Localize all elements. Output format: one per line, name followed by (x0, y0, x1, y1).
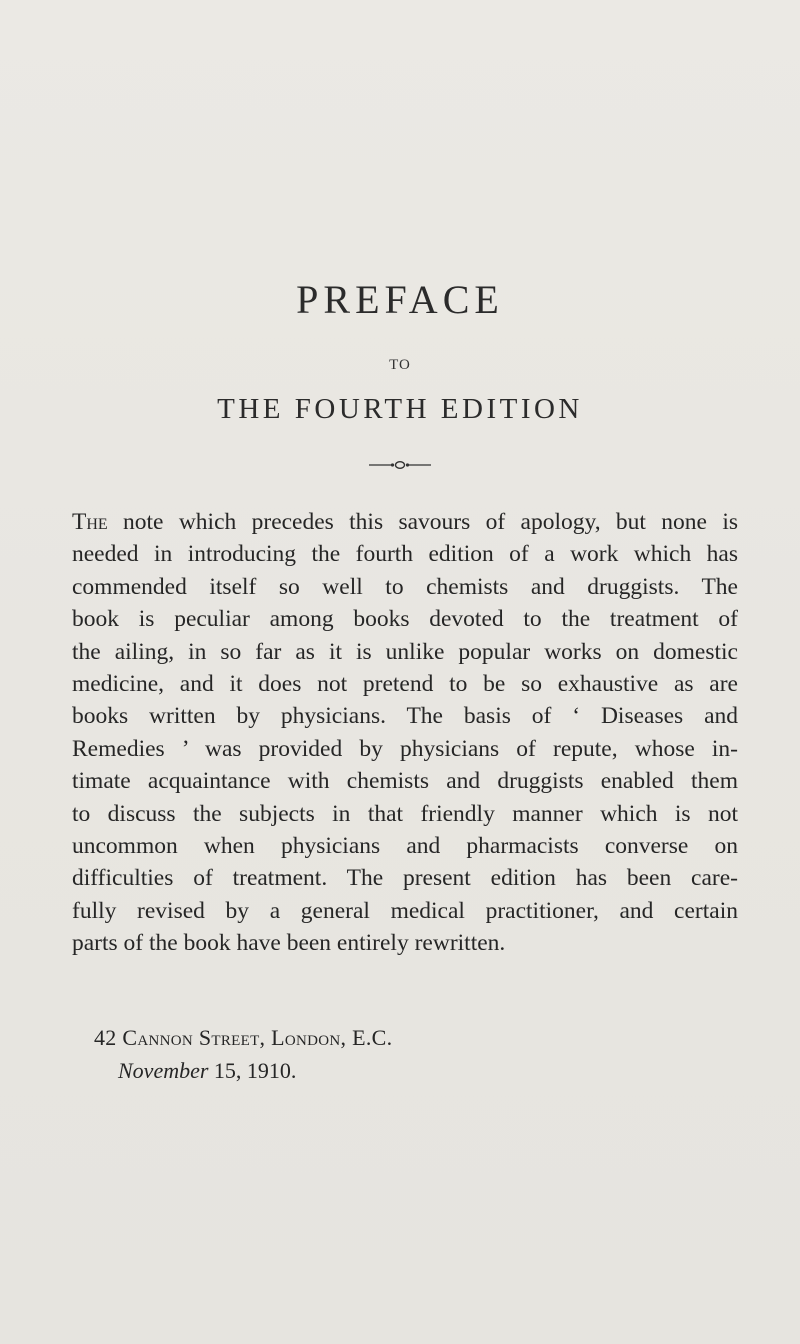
paragraph-line: Remedies ’ was provided by physicians of repute, whose in- (72, 735, 738, 762)
paragraph-line: needed in introducing the fourth edition of a work which has (72, 541, 738, 568)
paragraph-line: difficulties of treatment. The present edition has been care- (72, 865, 738, 892)
paragraph-line: uncommon when physicians and pharmacists converse on (72, 832, 738, 859)
lead-word: The (72, 509, 108, 535)
signature-date (118, 1058, 296, 1084)
paragraph-line: to discuss the subjects in that friendly manner which is not (72, 800, 738, 827)
paragraph-line: medicine, and it does not pretend to be so exhaustive as are (72, 670, 738, 697)
date-month: November (118, 1058, 209, 1083)
paragraph-line: commended itself so well to chemists and druggists. The (72, 573, 738, 600)
paragraph-line: fully revised by a general medical practitioner, and certain (72, 897, 738, 924)
paragraph-line: parts of the book have been entirely rewritten. (72, 930, 506, 957)
date-day-year: 15, 1910. (208, 1058, 297, 1083)
page-subtitle: THE FOURTH EDITION (217, 393, 583, 425)
title-connector: TO (389, 357, 411, 373)
preface-paragraph (72, 506, 738, 959)
paragraph-line: The note which precedes this savours of apology, but none is (72, 509, 738, 535)
paragraph-line: book is peculiar among books devoted to the treatment of (72, 606, 738, 633)
paragraph-line: the ailing, in so far as it is unlike popular works on domestic (72, 638, 738, 665)
paragraph-line: timate acquaintance with chemists and druggists enabled them (72, 768, 738, 795)
divider-ornament-icon (369, 458, 431, 472)
paragraph-line: books written by physicians. The basis of ‘ Diseases and (72, 703, 738, 730)
page-title: PREFACE (296, 277, 504, 322)
signature-address: 42 Cannon Street, London, E.C. (94, 1025, 393, 1050)
